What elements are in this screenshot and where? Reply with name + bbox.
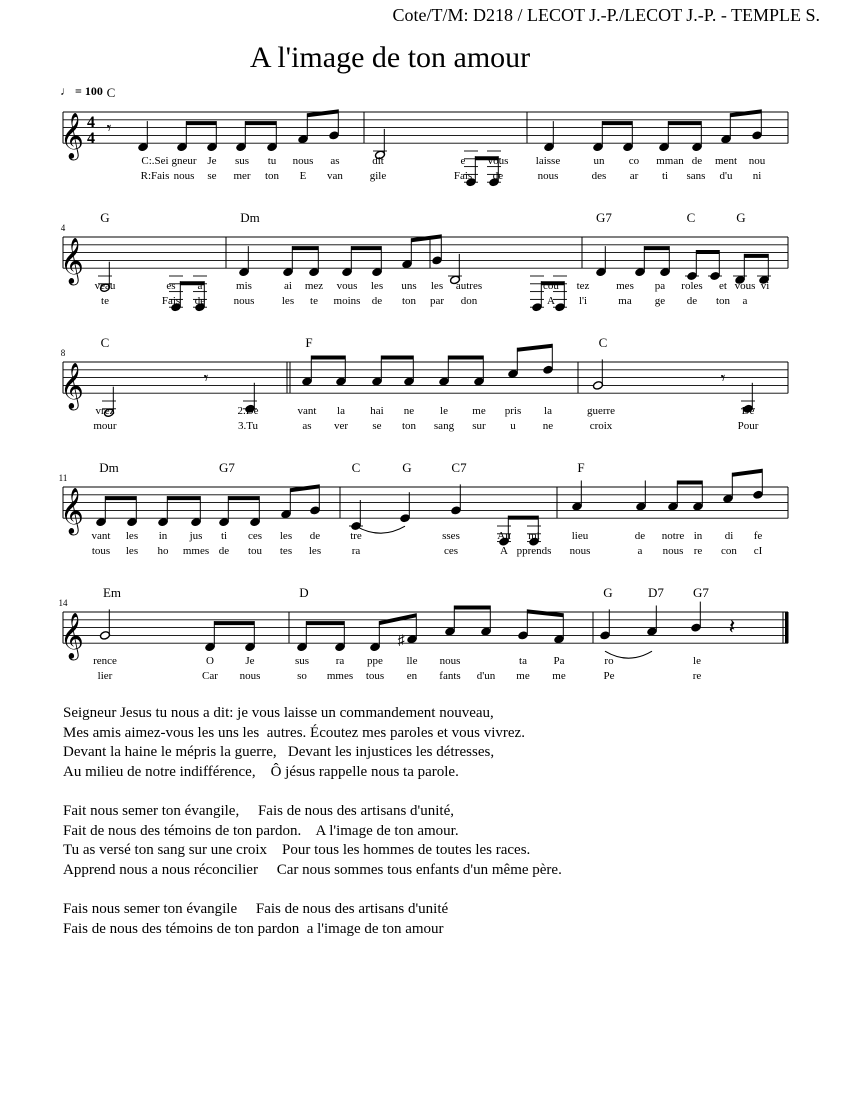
- lyric-syllable: sur: [472, 420, 486, 433]
- lyric-syllable: cI: [753, 545, 763, 558]
- lyric-syllable: guerre: [586, 405, 616, 418]
- eighth-rest: 𝄾: [106, 118, 112, 138]
- lyric-syllable: fe: [753, 530, 763, 543]
- lyric-syllable: les: [279, 530, 293, 543]
- stanza-3: [63, 900, 562, 939]
- chord-symbol: C: [351, 460, 361, 475]
- note-beam: [602, 121, 632, 125]
- lyric-syllable: ma: [618, 295, 632, 308]
- lyric-line: Apprend nous a nous réconcilier Car nous sommes tous enfants d'un même père.: [63, 861, 562, 878]
- lyric-syllable: mer: [233, 170, 251, 183]
- sharp-sign: ♯: [397, 633, 405, 649]
- lyric-syllable: 2.De: [237, 405, 259, 418]
- lyric-syllable: de: [634, 530, 646, 543]
- lyric-syllable: a: [637, 545, 643, 558]
- lyric-syllable: se: [372, 420, 382, 433]
- lyric-syllable: gneur: [171, 155, 197, 168]
- chord-symbol: C: [106, 85, 116, 100]
- lyric-syllable: vant: [91, 530, 111, 543]
- lyric-syllable: De: [741, 405, 755, 418]
- lyric-syllable: nou: [748, 155, 766, 168]
- lyric-syllable: nous: [537, 170, 559, 183]
- quarter-rest: 𝄽: [728, 614, 736, 639]
- treble-clef: 𝄞: [60, 113, 84, 159]
- eighth-rest: 𝄾: [720, 368, 726, 388]
- lyric-syllable: la: [337, 405, 345, 418]
- lyric-syllable: les: [125, 530, 139, 543]
- lyric-syllable: de: [309, 530, 321, 543]
- lyric-syllable: di: [724, 530, 734, 543]
- lyric-syllable: veau: [94, 280, 116, 293]
- lyric-syllable: de: [492, 170, 504, 183]
- note-beam: [228, 496, 259, 500]
- lyric-syllable: lieu: [571, 530, 589, 543]
- lyric-syllable: Je: [207, 155, 217, 168]
- lyric-syllable: u: [510, 420, 516, 433]
- lyric-line: Tu as versé ton sang sur une croix Pour tous les hommes de toutes les races.: [63, 842, 531, 859]
- lyric-syllable: vous: [487, 155, 509, 168]
- lyric-syllable: as: [302, 420, 312, 433]
- lyric-syllable: mmes: [182, 545, 210, 558]
- note-beam: [508, 516, 538, 520]
- lyric-syllable: mez: [304, 280, 324, 293]
- staff-system: [60, 210, 788, 312]
- lyric-syllable: roles: [681, 280, 703, 293]
- chord-symbol: Dm: [240, 210, 260, 225]
- chord-symbol: Dm: [99, 460, 119, 475]
- note-beam: [677, 481, 702, 485]
- lyric-syllable: ton: [264, 170, 280, 183]
- chord-symbol: C: [100, 335, 110, 350]
- lyric-syllable: Car: [202, 670, 218, 683]
- lyric-syllable: les: [125, 545, 139, 558]
- lyric-syllable: Pa: [553, 655, 565, 668]
- staff-system: [59, 585, 789, 682]
- note-beam: [696, 250, 719, 254]
- note-beam: [411, 234, 441, 242]
- chord-symbol: G: [402, 460, 412, 475]
- lyric-syllable: de: [194, 295, 206, 308]
- note-beam: [379, 613, 416, 625]
- final-barline: [785, 612, 789, 643]
- lyric-syllable: la: [544, 405, 552, 418]
- lyric-syllable: as: [330, 155, 340, 168]
- chord-symbol: F: [305, 335, 313, 350]
- lyric-syllable: vous: [336, 280, 358, 293]
- lyric-syllable: sses: [442, 530, 460, 543]
- lyrics-block: [63, 704, 562, 939]
- lyric-syllable: de: [691, 155, 703, 168]
- note-beam: [245, 121, 276, 125]
- note-beam: [290, 484, 319, 492]
- note-beam: [105, 496, 136, 500]
- lyric-syllable: es: [166, 280, 176, 293]
- lyric-syllable: sans: [686, 170, 706, 183]
- lyric-syllable: les: [308, 545, 322, 558]
- lyric-line: Mes amis aimez-vous les uns les autres. Écoutez mes paroles et vous vivrez.: [63, 724, 525, 741]
- lyric-syllable: O: [206, 655, 214, 668]
- measure-number: 14: [58, 598, 68, 608]
- lyric-syllable: me: [516, 670, 530, 683]
- lyric-syllable: vrez: [95, 405, 115, 418]
- lyric-syllable: ces: [247, 530, 263, 543]
- lyric-syllable: ti: [220, 530, 228, 543]
- stanza-1: [63, 704, 562, 782]
- lyric-syllable: ces: [443, 545, 459, 558]
- staff-system: [60, 85, 788, 187]
- slur: [356, 526, 405, 533]
- stanza-2: [63, 802, 562, 880]
- lyric-line: Devant la haine le mépris la guerre, Devant les injustices les détresses,: [63, 744, 495, 761]
- lyric-syllable: notre: [661, 530, 685, 543]
- lyric-syllable: ho: [157, 545, 169, 558]
- lyric-syllable: ar: [629, 170, 639, 183]
- lyric-line: Fait de nous des témoins de ton pardon. A l'image de ton amour.: [63, 822, 459, 839]
- note-beam: [732, 469, 762, 477]
- chord-symbol: D: [299, 585, 309, 600]
- song-title: A l'image de ton amour: [249, 41, 531, 74]
- lyric-syllable: nous: [569, 545, 591, 558]
- lyric-syllable: tre: [350, 530, 362, 543]
- measure-number: 8: [60, 348, 66, 358]
- lyric-syllable: e: [460, 155, 466, 168]
- lyric-syllable: sang: [433, 420, 455, 433]
- lyric-line: Fais de nous des témoins de ton pardon a l'image de ton amour: [63, 920, 444, 937]
- lyric-syllable: mes: [616, 280, 634, 293]
- lyric-syllable: cou: [543, 280, 559, 293]
- staff-system: [59, 460, 788, 557]
- lyric-syllable: Fais: [161, 295, 181, 308]
- treble-clef: 𝄞: [60, 238, 84, 284]
- lyric-syllable: ton: [401, 295, 417, 308]
- lyric-syllable: le: [440, 405, 448, 418]
- chord-symbol: C7: [451, 460, 467, 475]
- lyric-syllable: ni: [752, 170, 762, 183]
- lyric-syllable: le: [693, 655, 701, 668]
- tempo-marking: ♩ = 100: [60, 84, 103, 98]
- lyric-syllable: sus: [234, 155, 250, 168]
- lyric-syllable: ton: [401, 420, 417, 433]
- lyric-line: Seigneur Jesus tu nous a dit: je vous laisse un commandement nouveau,: [63, 705, 494, 721]
- chord-symbol: G: [100, 210, 110, 225]
- lyric-syllable: Pour: [737, 420, 759, 433]
- note-beam: [351, 246, 381, 250]
- lyric-syllable: mi: [528, 530, 540, 543]
- lyric-syllable: uns: [401, 280, 417, 293]
- lyric-syllable: re: [693, 545, 703, 558]
- lyric-syllable: A: [547, 295, 555, 308]
- lyric-syllable: so: [297, 670, 307, 683]
- lyric-syllable: ti: [661, 170, 669, 183]
- lyric-syllable: ppe: [367, 655, 383, 668]
- lyric-syllable: van: [327, 170, 343, 183]
- lyric-syllable: co: [628, 155, 640, 168]
- lyric-syllable: les: [370, 280, 384, 293]
- lyric-syllable: don: [460, 295, 478, 308]
- chord-symbol: G: [736, 210, 746, 225]
- note-beam: [454, 606, 490, 610]
- lyric-syllable: de: [371, 295, 383, 308]
- note-beam: [730, 109, 761, 117]
- lyric-syllable: d'u: [719, 170, 733, 183]
- lyric-syllable: dit: [372, 155, 384, 168]
- lyric-syllable: croix: [589, 420, 613, 433]
- lyric-syllable: les: [281, 295, 295, 308]
- lyric-syllable: in: [693, 530, 703, 543]
- note-beam: [186, 121, 216, 125]
- lyric-syllable: te: [310, 295, 318, 308]
- chord-symbol: G: [603, 585, 613, 600]
- lyric-syllable: par: [429, 295, 445, 308]
- time-signature-bottom: 4: [87, 130, 95, 147]
- lyric-syllable: re: [692, 670, 702, 683]
- note-beam: [381, 356, 413, 360]
- lyric-syllable: a: [742, 295, 748, 308]
- chord-symbol: C: [598, 335, 608, 350]
- treble-clef: 𝄞: [60, 363, 84, 409]
- lyric-syllable: Pe: [603, 670, 615, 683]
- note-beam: [644, 246, 669, 250]
- note-beam: [668, 121, 701, 125]
- lyric-syllable: ver: [333, 420, 349, 433]
- lyric-syllable: sus: [294, 655, 310, 668]
- lyric-syllable: nous: [292, 155, 314, 168]
- lyric-syllable: ai: [284, 280, 292, 293]
- note-beam: [527, 609, 563, 617]
- note-beam: [306, 621, 344, 625]
- lyric-syllable: mmes: [326, 670, 354, 683]
- lyric-syllable: vous: [734, 280, 756, 293]
- lyric-syllable: in: [158, 530, 168, 543]
- lyric-syllable: tou: [247, 545, 263, 558]
- lyric-syllable: me: [552, 670, 566, 683]
- chord-symbol: G7: [596, 210, 612, 225]
- lyric-syllable: jus: [189, 530, 203, 543]
- note-beam: [517, 344, 552, 352]
- lyric-syllable: nous: [662, 545, 684, 558]
- chord-symbol: Em: [102, 585, 122, 600]
- lyric-syllable: se: [207, 170, 217, 183]
- lyric-syllable: en: [406, 670, 418, 683]
- lyric-syllable: ge: [654, 295, 666, 308]
- lyric-syllable: 3.Tu: [237, 420, 259, 433]
- measure-number: 4: [60, 223, 66, 233]
- composer-reference: Cote/T/M: D218 / LECOT J.-P./LECOT J.-P. - TEMPLE S.: [392, 5, 820, 25]
- eighth-rest: 𝄾: [203, 368, 209, 388]
- lyric-syllable: fants: [439, 670, 461, 683]
- lyric-syllable: lier: [97, 670, 113, 683]
- lyric-syllable: pa: [654, 280, 666, 293]
- chord-symbol: F: [577, 460, 585, 475]
- lyric-syllable: nous: [173, 170, 195, 183]
- lyric-syllable: te: [101, 295, 109, 308]
- treble-clef: 𝄞: [60, 613, 84, 659]
- note-beam: [311, 356, 345, 360]
- lyric-syllable: l'i: [578, 295, 588, 308]
- lyric-syllable: mour: [93, 420, 117, 433]
- lyric-syllable: mis: [236, 280, 252, 293]
- lyric-syllable: moins: [333, 295, 361, 308]
- measure-number: 11: [58, 473, 68, 483]
- lyric-syllable: rence: [93, 655, 117, 668]
- lyric-syllable: Fais: [453, 170, 473, 183]
- lyric-syllable: ne: [403, 405, 415, 418]
- note-beam: [167, 496, 200, 500]
- lyric-syllable: autres: [455, 280, 483, 293]
- lyric-syllable: de: [686, 295, 698, 308]
- chord-symbol: D7: [648, 585, 664, 600]
- lyric-syllable: les: [430, 280, 444, 293]
- chord-symbol: G7: [219, 460, 235, 475]
- lyric-syllable: mman: [656, 155, 684, 168]
- lyric-syllable: me: [472, 405, 486, 418]
- chord-symbol: G7: [693, 585, 709, 600]
- lyric-line: Fait nous semer ton évangile, Fais de nous des artisans d'unité,: [63, 802, 454, 819]
- lyric-line: Fais nous semer ton évangile Fais de nous des artisans d'unité: [63, 900, 449, 917]
- lyric-syllable: ra: [351, 545, 361, 558]
- staff-system: [60, 335, 788, 432]
- lyric-syllable: ro: [604, 655, 614, 668]
- lyric-syllable: Je: [245, 655, 255, 668]
- lyric-syllable: un: [593, 155, 605, 168]
- lyric-syllable: de: [218, 545, 230, 558]
- lyric-syllable: ta: [519, 655, 527, 668]
- chord-symbol: C: [686, 210, 696, 225]
- lyric-syllable: ton: [715, 295, 731, 308]
- lyric-syllable: tu: [267, 155, 277, 168]
- lyric-syllable: lle: [406, 655, 418, 668]
- note-beam: [214, 621, 254, 625]
- treble-clef: 𝄞: [60, 488, 84, 534]
- note-beam: [448, 356, 483, 360]
- lyric-syllable: vant: [297, 405, 317, 418]
- lyric-syllable: nous: [233, 295, 255, 308]
- lyric-syllable: E: [299, 170, 307, 183]
- lyric-syllable: nous: [439, 655, 461, 668]
- lyric-syllable: tes: [279, 545, 293, 558]
- time-signature-top: 4: [87, 114, 95, 131]
- lyric-syllable: Au: [497, 530, 511, 543]
- note-beam: [292, 246, 318, 250]
- lyric-syllable: d'un: [476, 670, 496, 683]
- lyric-syllable: ne: [542, 420, 554, 433]
- lyric-syllable: ment: [715, 155, 737, 168]
- lyric-syllable: nous: [239, 670, 261, 683]
- lyric-syllable: tez: [576, 280, 590, 293]
- note-beam: [307, 109, 338, 117]
- lyric-syllable: A: [500, 545, 508, 558]
- lyric-syllable: tous: [365, 670, 385, 683]
- lyric-syllable: a: [197, 280, 203, 293]
- lyric-syllable: R:Fais: [140, 170, 170, 183]
- lyric-syllable: pris: [504, 405, 522, 418]
- lyric-syllable: ra: [335, 655, 345, 668]
- lyric-syllable: hai: [370, 405, 384, 418]
- lyric-syllable: con: [721, 545, 737, 558]
- lyric-syllable: des: [591, 170, 607, 183]
- lyric-syllable: vi: [760, 280, 770, 293]
- lyric-syllable: C:.Sei: [141, 155, 169, 168]
- lyric-syllable: gile: [369, 170, 387, 183]
- lyric-syllable: pprends: [516, 545, 552, 558]
- lyric-syllable: tous: [91, 545, 111, 558]
- note-beam: [744, 254, 768, 258]
- lyric-syllable: laisse: [535, 155, 561, 168]
- lyric-syllable: et: [719, 280, 727, 293]
- lyric-line: Au milieu de notre indifférence, Ô jésus rappelle nous ta parole.: [63, 763, 459, 780]
